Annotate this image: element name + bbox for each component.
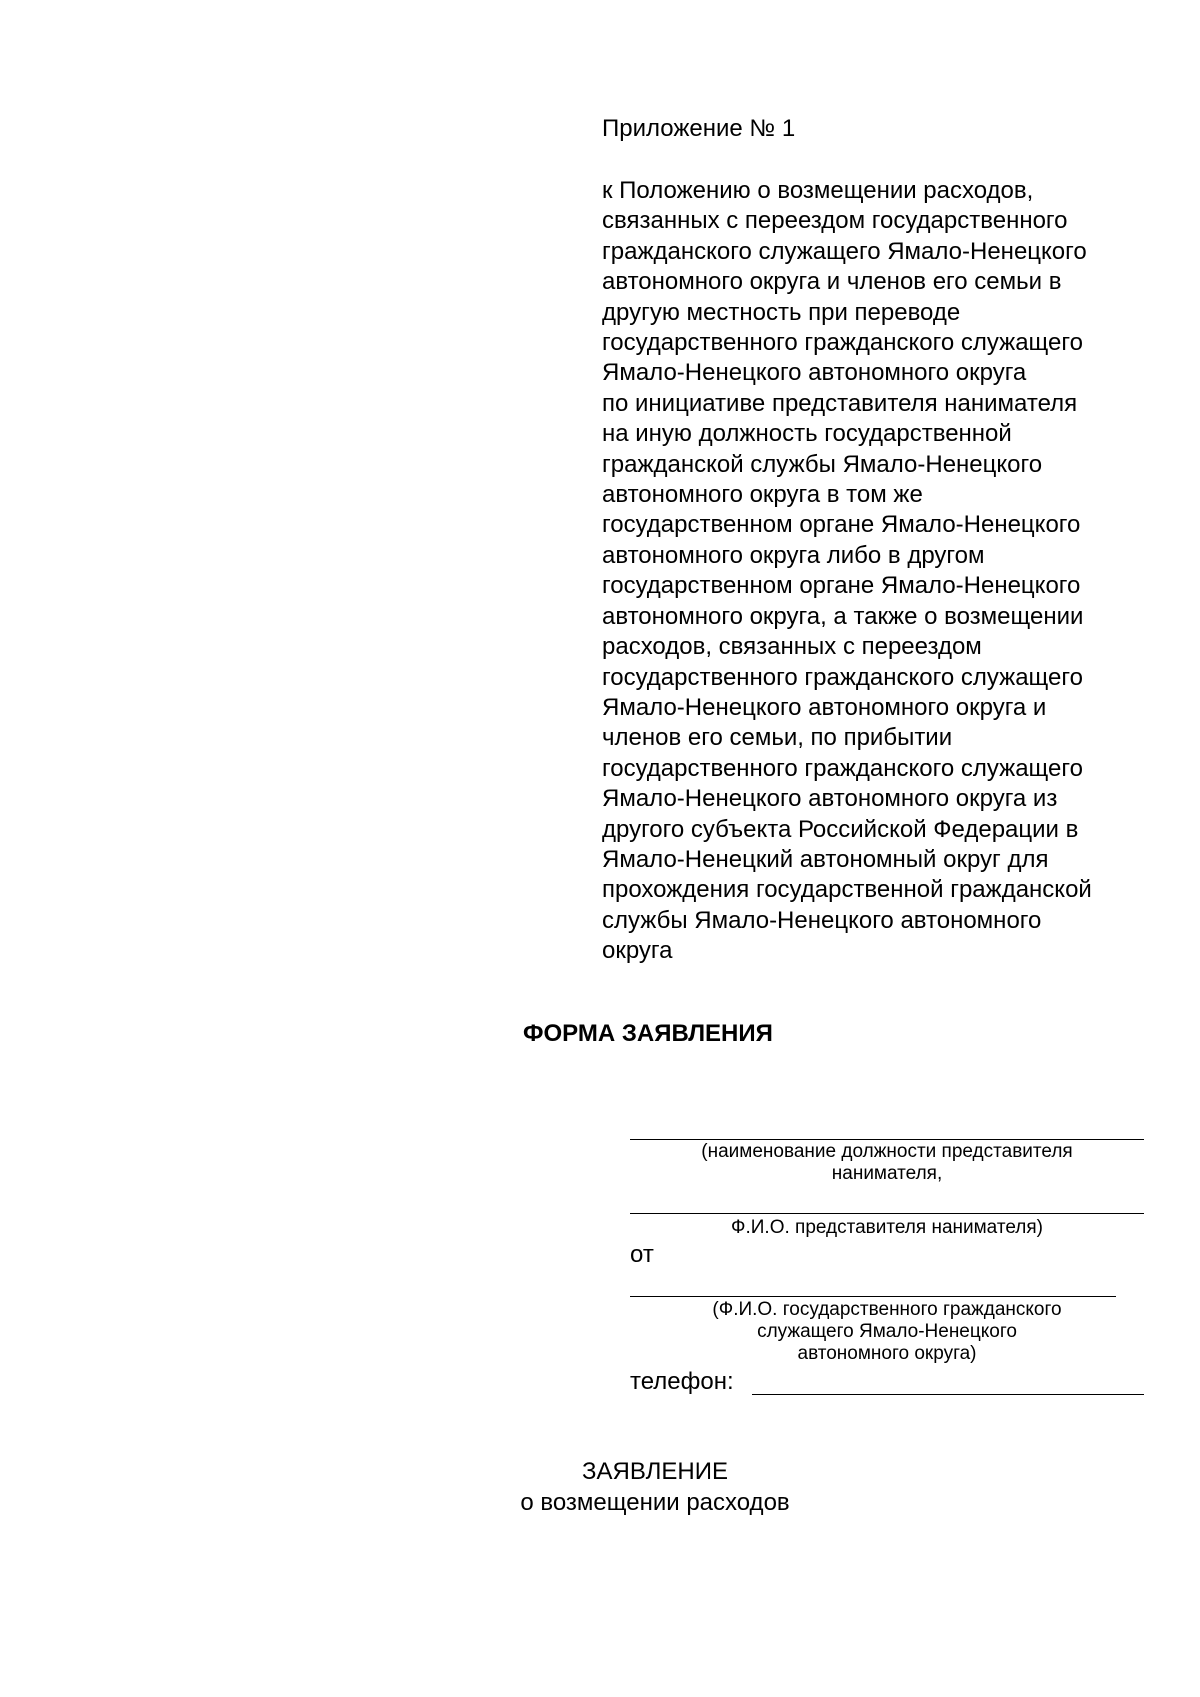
statement-subtitle: о возмещении расходов <box>520 1489 790 1516</box>
appendix-line: автономного округа и членов его семьи в <box>602 268 1062 296</box>
position-caption-line: (наименование должности представителя <box>701 1141 1073 1162</box>
appendix-line: к Положению о возмещении расходов, <box>602 177 1034 204</box>
appendix-line: государственном органе Ямало-Ненецкого <box>602 572 1081 600</box>
appendix-line: службы Ямало-Ненецкого автономного <box>602 906 1042 934</box>
phone-blank-line <box>752 1394 1144 1395</box>
appendix-line: автономного округа, а также о возмещении <box>602 602 1084 630</box>
appendix-line: округа <box>602 937 673 965</box>
appendix-line: расходов, связанных с переездом <box>602 633 982 661</box>
applicant-caption-line: служащего Ямало-Ненецкого <box>757 1321 1017 1342</box>
applicant-caption-line: (Ф.И.О. государственного гражданского <box>712 1299 1062 1320</box>
applicant-caption-line: автономного округа) <box>797 1343 977 1364</box>
appendix-line: государственного гражданского служащего <box>602 329 1083 357</box>
position-blank-line <box>630 1139 1144 1140</box>
appendix-line: прохождения государственной гражданской <box>602 876 1092 904</box>
appendix-line: государственного гражданского служащего <box>602 754 1083 782</box>
applicant-caption <box>630 1299 1144 1365</box>
representative-name-blank-line <box>630 1213 1144 1214</box>
appendix-line: Ямало-Ненецкого автономного округа из <box>602 785 1058 813</box>
appendix-number: Приложение № 1 <box>602 115 796 142</box>
appendix-line: другую местность при переводе <box>602 298 961 326</box>
statement-title: ЗАЯВЛЕНИЕ <box>582 1458 728 1485</box>
appendix-line: гражданского служащего Ямало-Ненецкого <box>602 237 1087 265</box>
appendix-line: государственного гражданского служащего <box>602 663 1083 691</box>
position-caption <box>630 1141 1144 1185</box>
appendix-line: Ямало-Ненецкий автономный округ для <box>602 845 1049 873</box>
appendix-reference-text <box>602 176 1092 967</box>
appendix-line: членов его семьи, по прибытии <box>602 724 953 752</box>
form-heading: ФОРМА ЗАЯВЛЕНИЯ <box>523 1020 773 1047</box>
position-caption-line: нанимателя, <box>831 1163 943 1184</box>
representative-name-caption: Ф.И.О. представителя нанимателя) <box>731 1217 1043 1238</box>
from-label: от <box>630 1241 654 1268</box>
statement-title-block <box>480 1456 830 1518</box>
appendix-line: автономного округа в том же <box>602 481 923 509</box>
appendix-line: государственном органе Ямало-Ненецкого <box>602 511 1081 539</box>
appendix-line: Ямало-Ненецкого автономного округа и <box>602 693 1047 721</box>
phone-label: телефон: <box>630 1368 734 1395</box>
appendix-line: связанных с переездом государственного <box>602 207 1068 235</box>
applicant-name-blank-line <box>630 1296 1116 1297</box>
appendix-line: Ямало-Ненецкого автономного округа <box>602 359 1027 387</box>
appendix-line: другого субъекта Российской Федерации в <box>602 815 1079 843</box>
appendix-line: на иную должность государственной <box>602 420 1012 448</box>
appendix-line: по инициативе представителя нанимателя <box>602 389 1078 417</box>
appendix-line: автономного округа либо в другом <box>602 541 985 569</box>
appendix-line: гражданской службы Ямало-Ненецкого <box>602 450 1043 478</box>
